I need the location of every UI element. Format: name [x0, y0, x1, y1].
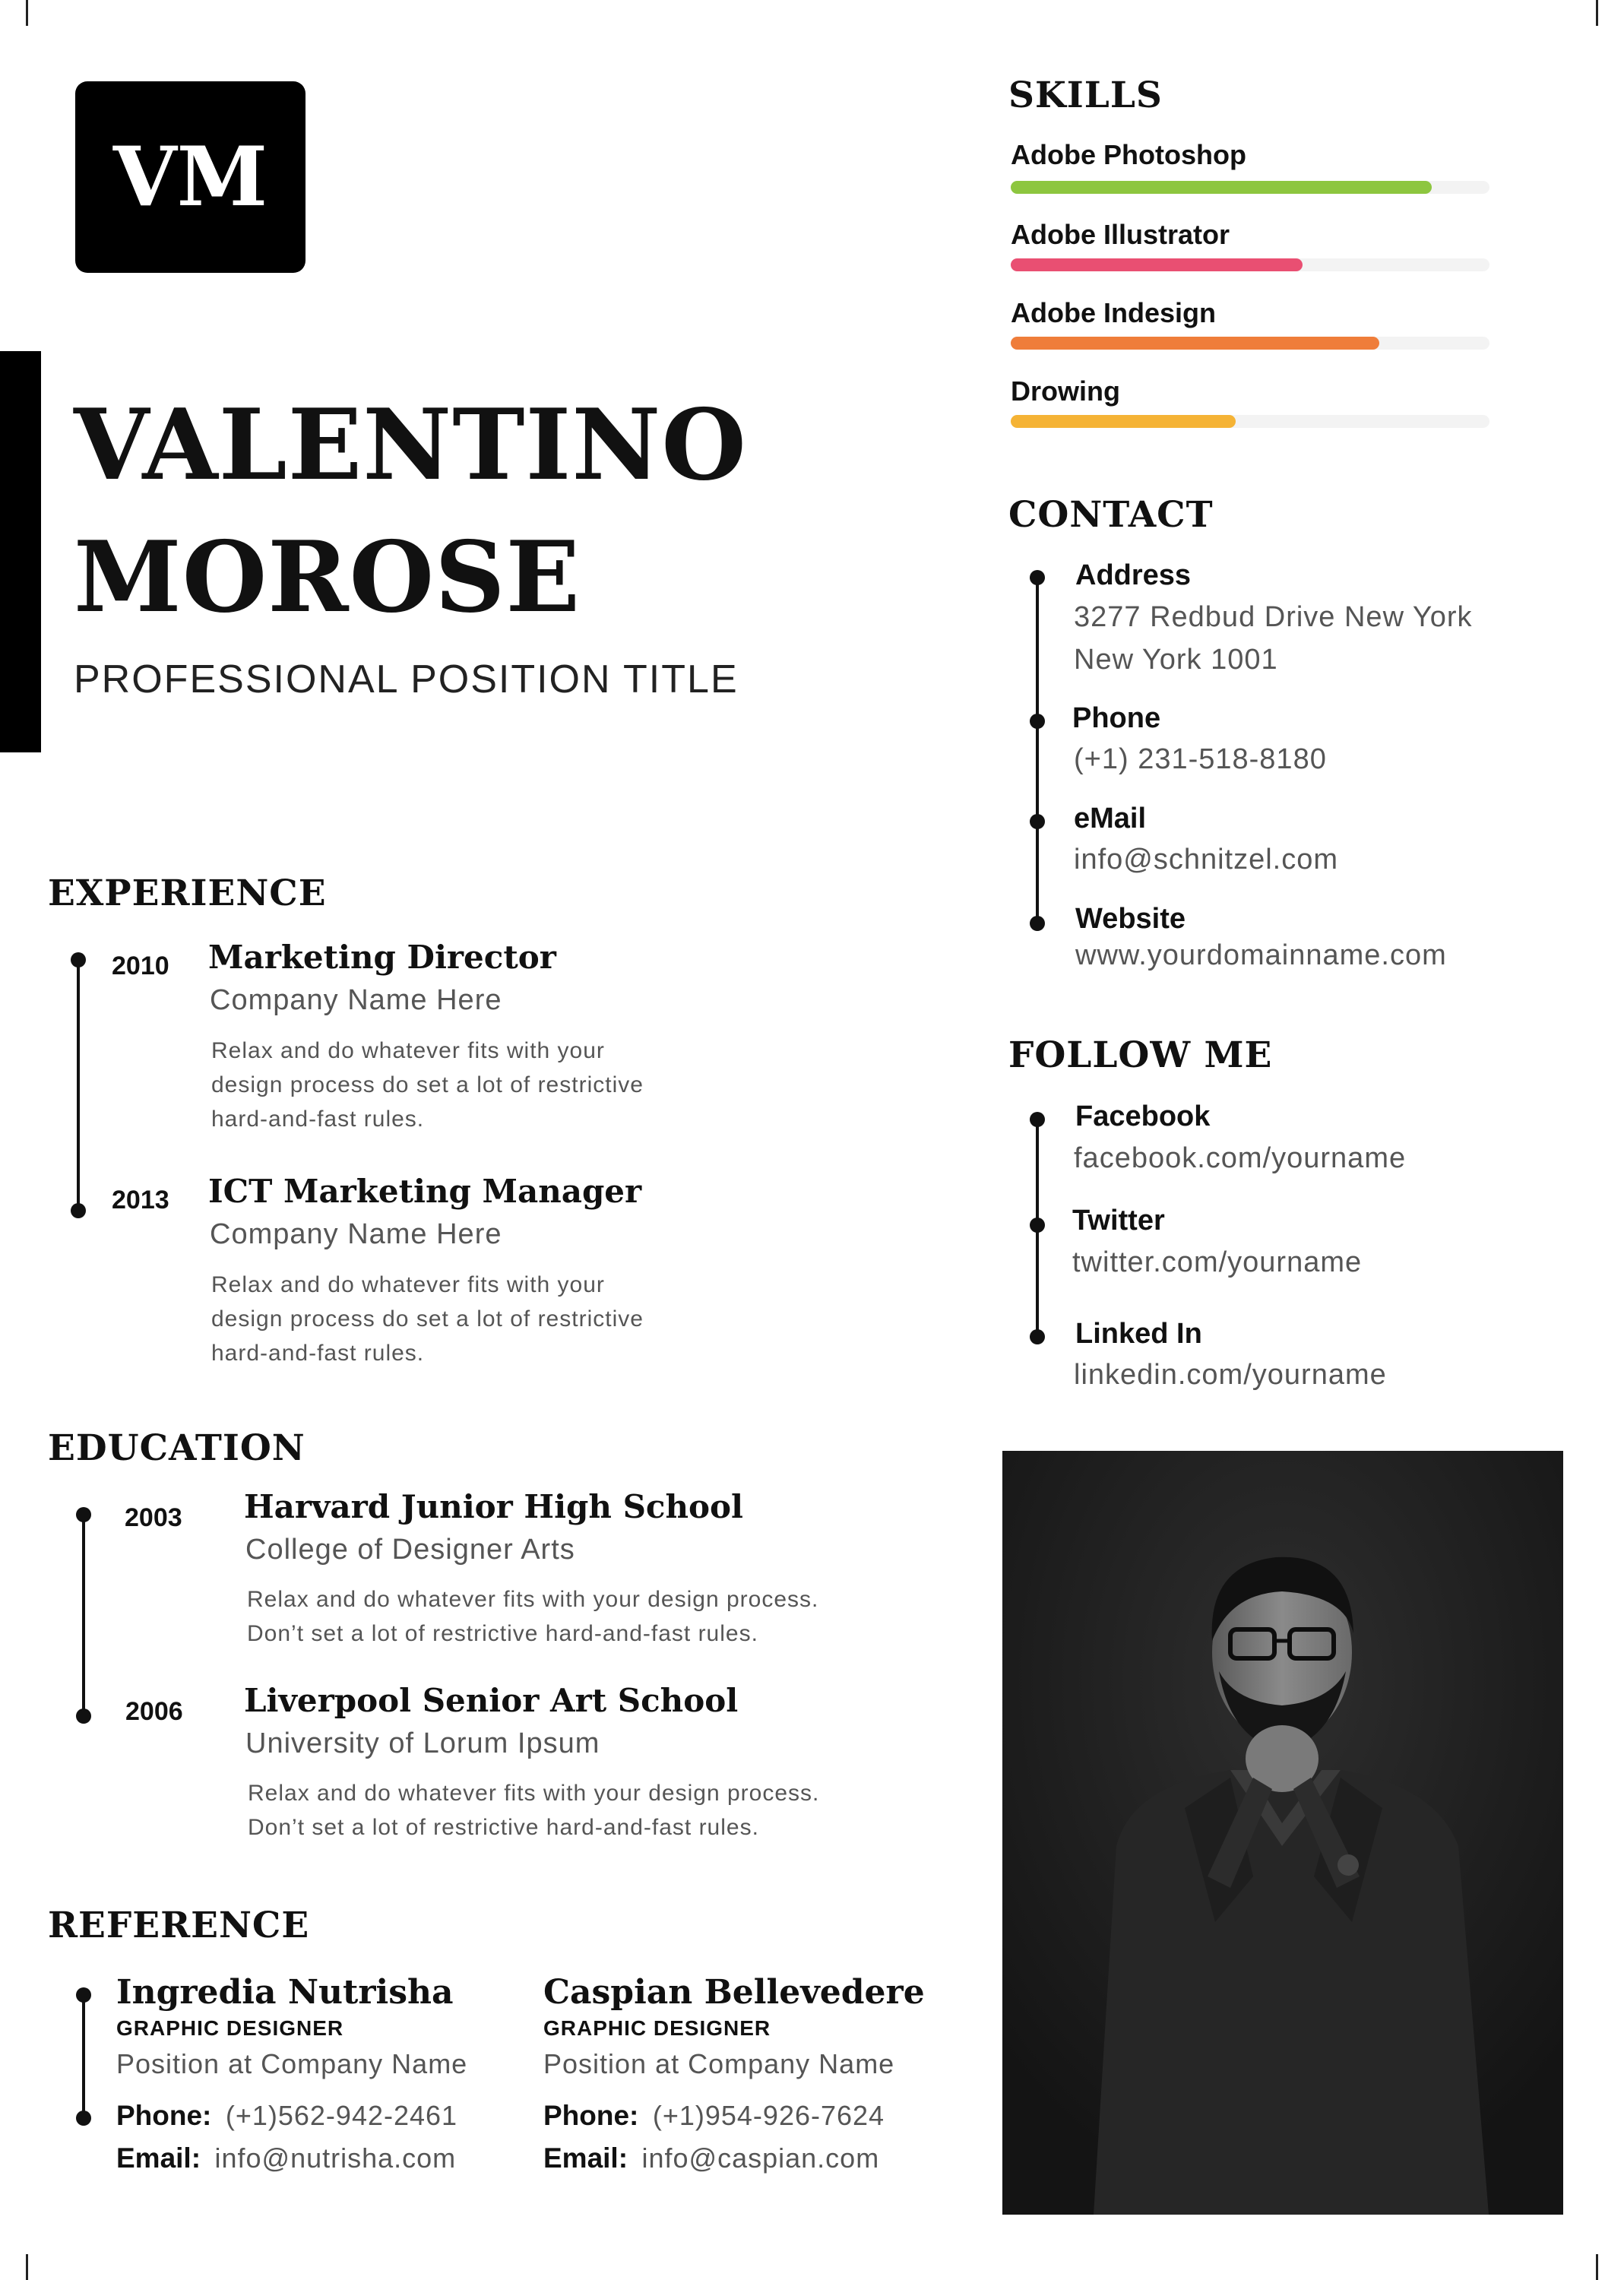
skill-track	[1011, 337, 1489, 350]
monogram-logo: VM	[75, 81, 305, 273]
timeline-dot	[76, 2111, 91, 2126]
reference-role: GRAPHIC DESIGNER	[116, 2016, 344, 2040]
timeline-dot	[1030, 814, 1045, 829]
twitter-link[interactable]: twitter.com/yourname	[1072, 1246, 1363, 1278]
contact-timeline	[1036, 578, 1039, 923]
timeline-dot	[71, 1203, 86, 1218]
email-label: eMail	[1074, 803, 1147, 834]
crop-mark-top-left	[0, 0, 28, 26]
address-value: 3277 Redbud Drive New York New York 1001	[1074, 601, 1473, 676]
phone-label: Phone	[1072, 702, 1161, 734]
skill-label: Adobe Photoshop	[1011, 139, 1246, 170]
website-value: www.yourdomainname.com	[1075, 939, 1447, 971]
reference-phone-label: Phone:	[543, 2100, 639, 2131]
email-value: info@schnitzel.com	[1074, 844, 1339, 876]
skill-label: Adobe Indesign	[1011, 297, 1216, 328]
facebook-label: Facebook	[1075, 1100, 1211, 1132]
education-year: 2006	[125, 1697, 183, 1726]
experience-timeline	[77, 960, 80, 1211]
accent-bar	[0, 351, 41, 752]
timeline-dot	[76, 1507, 91, 1522]
education-year: 2003	[125, 1503, 182, 1532]
linkedin-link[interactable]: linkedin.com/yourname	[1074, 1359, 1387, 1391]
follow-heading: FOLLOW ME	[1008, 1034, 1273, 1076]
crop-mark-bottom-right	[1596, 2254, 1624, 2280]
crop-mark-top-right	[1596, 0, 1624, 26]
skill-fill	[1011, 415, 1236, 428]
education-description: Relax and do whatever fits with your design process. Don’t set a lot of restrictive hard-and-fast rules.	[248, 1781, 820, 1840]
experience-title: Marketing Director	[208, 939, 556, 976]
education-title: Liverpool Senior Art School	[244, 1682, 739, 1719]
experience-description: Relax and do whatever fits with your design process do set a lot of restrictive hard-and-fast rules.	[211, 1038, 644, 1132]
timeline-dot	[1030, 570, 1045, 585]
reference-email-label: Email:	[116, 2142, 201, 2174]
timeline-dot	[1030, 1112, 1045, 1127]
contact-heading: CONTACT	[1008, 494, 1214, 536]
phone-value: (+1) 231-518-8180	[1074, 743, 1327, 775]
profile-photo	[1002, 1451, 1563, 2215]
timeline-dot	[1030, 1329, 1045, 1344]
reference-phone: (+1)562-942-2461	[225, 2100, 458, 2131]
skill-fill	[1011, 181, 1432, 194]
linkedin-label: Linked In	[1075, 1318, 1202, 1350]
education-school: College of Designer Arts	[245, 1534, 575, 1566]
reference-email-label: Email:	[543, 2142, 628, 2174]
reference-heading: REFERENCE	[48, 1905, 310, 1946]
timeline-dot	[71, 952, 86, 967]
reference-name: Ingredia Nutrisha	[116, 1973, 454, 2012]
position-title: PROFESSIONAL POSITION TITLE	[74, 657, 739, 701]
experience-heading: EXPERIENCE	[48, 872, 327, 914]
skill-label: Drowing	[1011, 375, 1120, 407]
website-label: Website	[1075, 903, 1186, 935]
experience-company: Company Name Here	[210, 984, 502, 1016]
reference-card	[116, 1973, 467, 2174]
education-title: Harvard Junior High School	[244, 1488, 744, 1525]
education-school: University of Lorum Ipsum	[245, 1727, 600, 1759]
skill-track	[1011, 258, 1489, 271]
skills-heading: SKILLS	[1008, 74, 1163, 116]
reference-email: info@caspian.com	[641, 2142, 880, 2174]
reference-role: GRAPHIC DESIGNER	[543, 2016, 771, 2040]
reference-card	[543, 1973, 925, 2174]
name-last: MOROSE	[74, 521, 581, 635]
timeline-dot	[76, 1708, 91, 1724]
education-timeline	[82, 1515, 85, 1716]
reference-phone: (+1)954-926-7624	[652, 2100, 885, 2131]
skill-fill	[1011, 337, 1379, 350]
experience-year: 2010	[112, 952, 169, 980]
twitter-label: Twitter	[1072, 1205, 1165, 1237]
reference-position: Position at Company Name	[116, 2048, 468, 2079]
education-heading: EDUCATION	[48, 1427, 305, 1469]
facebook-link[interactable]: facebook.com/yourname	[1074, 1142, 1407, 1174]
skill-fill	[1011, 258, 1303, 271]
timeline-dot	[1030, 916, 1045, 931]
name-first: VALENTINO	[74, 388, 747, 502]
experience-year: 2013	[112, 1186, 169, 1214]
skill-track	[1011, 415, 1489, 428]
reference-phone-label: Phone:	[116, 2100, 212, 2131]
timeline-dot	[1030, 1218, 1045, 1233]
portrait-illustration	[1002, 1451, 1563, 2215]
reference-name: Caspian Bellevedere	[543, 1973, 925, 2012]
skill-label: Adobe Illustrator	[1011, 219, 1230, 250]
reference-email: info@nutrisha.com	[214, 2142, 457, 2174]
crop-mark-bottom-left	[0, 2254, 28, 2280]
address-label: Address	[1075, 559, 1192, 591]
experience-title: ICT Marketing Manager	[208, 1173, 642, 1210]
experience-company: Company Name Here	[210, 1218, 502, 1250]
timeline-dot	[1030, 714, 1045, 729]
experience-description: Relax and do whatever fits with your design process do set a lot of restrictive hard-and-fast rules.	[211, 1272, 644, 1366]
timeline-dot	[76, 1987, 91, 2003]
skill-track	[1011, 181, 1489, 194]
reference-position: Position at Company Name	[543, 2048, 895, 2079]
education-description: Relax and do whatever fits with your design process. Don’t set a lot of restrictive hard-and-fast rules.	[247, 1587, 819, 1646]
reference-timeline	[82, 1995, 85, 2118]
